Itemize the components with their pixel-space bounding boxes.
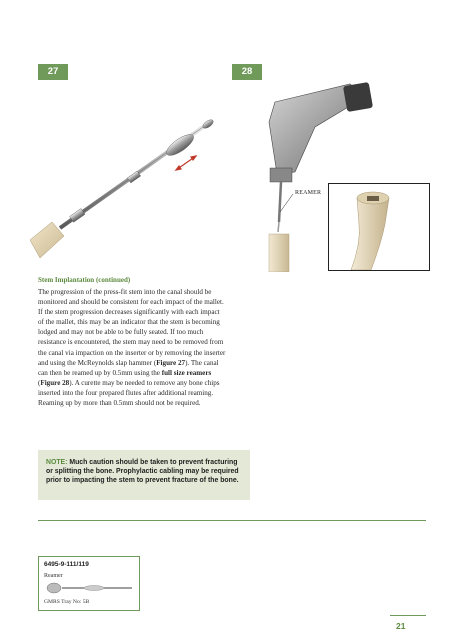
reamer-callout-label: REAMER (295, 190, 322, 196)
caution-note-box (38, 450, 250, 500)
page-number: 21 (396, 621, 406, 631)
part-info-box (38, 556, 140, 611)
body-text-part-3: ( (38, 378, 41, 387)
section-divider (38, 520, 426, 521)
reamer-part-icon (44, 581, 134, 595)
figure-28-reference: Figure 28 (40, 378, 70, 387)
figure-27-badge: 27 (38, 64, 68, 80)
body-text-part-4: ). A curette may be needed to remove any bone chips inserted into the four prepared flutes after additional reaming. Reaming up by more than 0.5mm should not be required. (38, 378, 220, 408)
note-body: Much caution should be taken to prevent fracturing or splitting the bone. Prophylactic cabling may be required prior to impacting the stem to prevent fracture of the bone. (46, 459, 239, 484)
part-number: 6495-9-111/119 (44, 561, 89, 568)
caution-note-text (46, 458, 242, 485)
figure-28-badge: 28 (232, 64, 262, 80)
note-prefix: NOTE: (46, 459, 68, 466)
page-number-rule (390, 615, 426, 616)
figure-27-inserter-illustration (30, 90, 230, 270)
section-title: Stem Implantation (continued) (38, 276, 131, 284)
body-text-part-2: ). The canal can then be reamed up by 0.5mm using the (38, 358, 219, 377)
bone-flute-detail-inset (328, 183, 430, 271)
full-size-reamers-emphasis: full size reamers (161, 368, 212, 377)
body-text-part-1: The progression of the press-fit stem into the canal should be monitored and should be consistent for each impact of the mallet. If the stem progression decreases significantly with each impact of the mallet, this may be an indicator that the stem is becoming lodged and may not be able to be fully seated. If too much resistance is encountered, the stem may need to be removed from the canal via impaction on the inserter or by removing the inserter and using the McReynolds slap hammer ( (38, 288, 226, 367)
body-paragraph (38, 287, 226, 408)
part-tray-number: GMRS Tray No: 5B (44, 599, 90, 605)
part-name: Reamer (44, 573, 63, 579)
figure-27-reference: Figure 27 (156, 358, 186, 367)
